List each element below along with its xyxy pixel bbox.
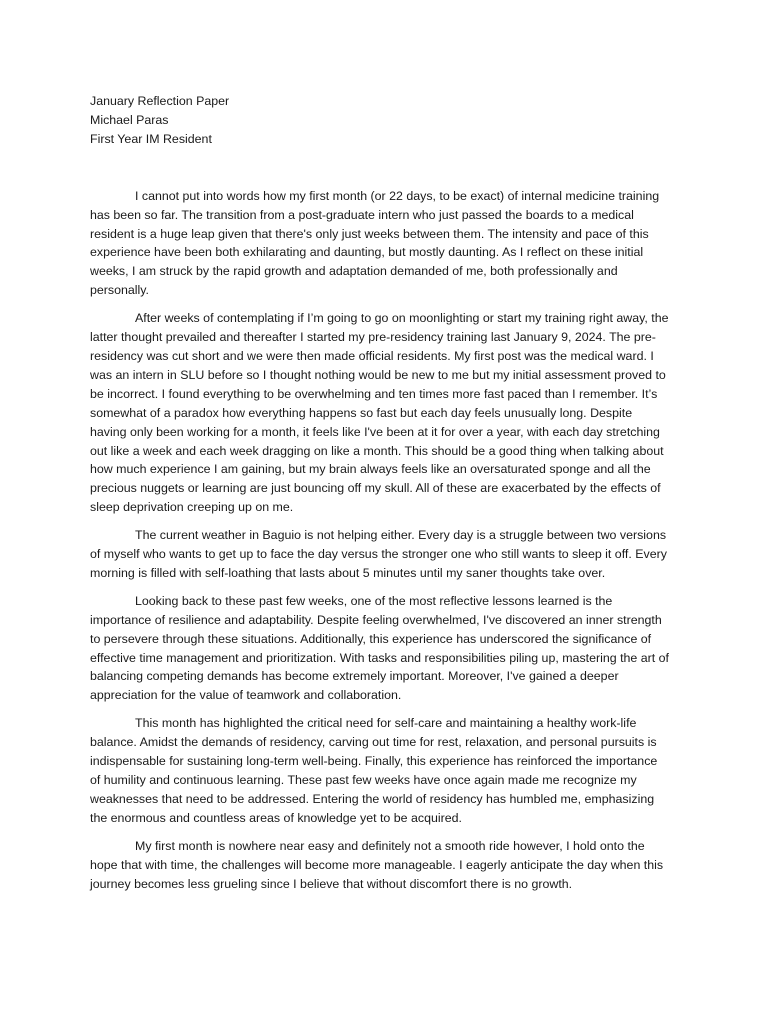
paper-title: January Reflection Paper (90, 94, 230, 108)
author-position: First Year IM Resident (90, 131, 212, 146)
author-name: Michael Paras (90, 112, 169, 127)
paragraph-2: After weeks of contemplating if I’m going to go on moonlighting or start my training right away, the latter thought prevailed and thereafter I started my pre-residency training last January 9, 2024. The pre-residency was cut short and we were then made official residents. My first post was the medical ward. I was an intern in SLU before so I thought nothing would be new to me but my initial assessment proved to be incorrect. I found everything to be overwhelming and ten times more fast paced than I remember. It’s somewhat of a paradox how everything happens so fast but each day feels unusually long. Despite having only been working for a month, it feels like I've been at it for over a year, with each day stretching out like a week and each week dragging on like a month. This should be a good thing when talking about how much experience I am gaining, but my brain always feels like an oversaturated sponge and all the precious nuggets or learning are just bouncing off my skull. All of these are exacerbated by the effects of sleep deprivation creeping up on me. (90, 311, 669, 515)
document-header (90, 92, 670, 149)
document-body (90, 92, 670, 902)
paragraph-3: The current weather in Baguio is not helping either. Every day is a struggle between two versions of myself who wants to get up to face the day versus the stronger one who still wants to sleep it off. Every morning is filled with self-loathing that lasts about 5 minutes until my saner thoughts take over. (90, 528, 667, 580)
paragraph-4: Looking back to these past few weeks, one of the most reflective lessons learned is the importance of resilience and adaptability. Despite feeling overwhelmed, I've discovered an inner strength to persevere through these situations. Additionally, this experience has underscored the significance of effective time management and prioritization. With tasks and responsibilities piling up, mastering the art of balancing competing demands has become extremely important. Moreover, I've gained a deeper appreciation for the value of teamwork and collaboration. (90, 593, 669, 703)
paragraph-6: My first month is nowhere near easy and definitely not a smooth ride however, I hold onto the hope that with time, the challenges will become more manageable. I eagerly anticipate the day when this journey becomes less grueling since I believe that without discomfort there is no growth. (90, 838, 664, 891)
paragraph-1: I cannot put into words how my first month (or 22 days, to be exact) of internal medicine training has been so far. The transition from a post-graduate intern who just passed the boards to a medical resident is a huge leap given that there's only just weeks between them. The intensity and pace of this experience have been both exhilarating and daunting, but mostly daunting. As I reflect on these initial weeks, I am struck by the rapid growth and adaptation demanded of me, both professionally and personally. (90, 188, 660, 298)
paragraph-5: This month has highlighted the critical need for self-care and maintaining a healthy work-life balance. Amidst the demands of residency, carving out time for rest, relaxation, and personal pursuits is indispensable for sustaining long-term well-being. Finally, this experience has reinforced the importance of humility and continuous learning. These past few weeks have once again made me recognize my weaknesses that need to be addressed. Entering the world of residency has humbled me, emphasizing the enormous and countless areas of knowledge yet to be acquired. (90, 716, 658, 825)
